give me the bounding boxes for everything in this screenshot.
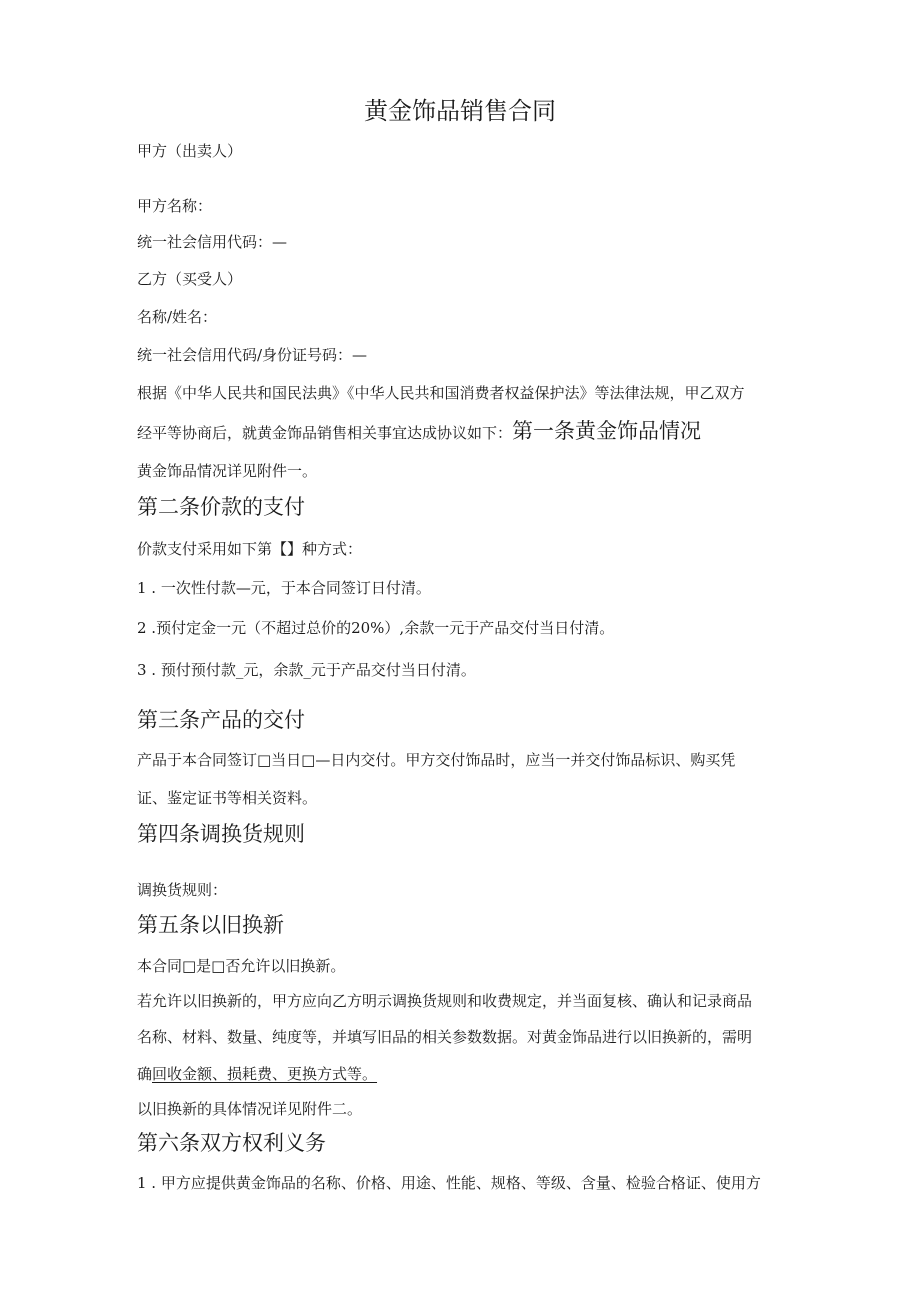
article-6-heading: 第六条双方权利义务 xyxy=(137,1131,326,1155)
article-4-text: 调换货规则： xyxy=(137,881,228,899)
article-4-heading: 第四条调换货规则 xyxy=(137,822,305,846)
article-5-line-1: 本合同□是□否允许以旧换新。 xyxy=(137,957,346,975)
payment-option-3: 3 . 预付预付款_元，余款_元于产品交付当日付清。 xyxy=(137,661,476,679)
article-5-line-4-prefix: 确 xyxy=(137,1065,153,1083)
article-5-heading: 第五条以旧换新 xyxy=(137,913,284,937)
preamble-line-2-text: 经平等协商后，就黄金饰品销售相关事宜达成协议如下： xyxy=(137,424,513,442)
party-b-heading: 乙方（买受人） xyxy=(137,270,243,288)
article-5-line-3: 名称、材料、数量、纯度等，并填写旧品的相关参数数据。对黄金饰品进行以旧换新的，需明 xyxy=(137,1028,753,1046)
preamble-line-1: 根据《中华人民共和国民法典》《中华人民共和国消费者权益保护法》等法律法规，甲乙双方 xyxy=(137,384,745,402)
party-b-name: 名称/姓名： xyxy=(137,308,218,326)
article-1-heading: 第一条黄金饰品情况 xyxy=(512,419,702,443)
article-3-line-2: 证、鉴定证书等相关资料。 xyxy=(137,789,318,807)
article-5-underlined-terms: 回收金额、损耗费、更换方式等。 xyxy=(152,1065,378,1083)
article-5-line-4 xyxy=(137,1064,377,1084)
article-1-text: 黄金饰品情况详见附件一。 xyxy=(137,462,318,480)
article-6-line-1: 1 . 甲方应提供黄金饰品的名称、价格、用途、性能、规格、等级、含量、检验合格证、使用方 xyxy=(137,1174,761,1192)
party-a-heading: 甲方（出卖人） xyxy=(137,142,243,160)
party-b-credit-code: 统一社会信用代码/身份证号码：— xyxy=(137,346,368,364)
article-5-line-2: 若允许以旧换新的，甲方应向乙方明示调换货规则和收费规定，并当面复核、确认和记录商品 xyxy=(137,992,753,1010)
party-a-name: 甲方名称： xyxy=(137,197,213,215)
article-3-line-1: 产品于本合同签订□当日□—日内交付。甲方交付饰品时，应当一并交付饰品标识、购买凭 xyxy=(137,751,736,769)
document-title: 黄金饰品销售合同 xyxy=(364,97,556,125)
payment-option-2: 2 .预付定金一元（不超过总价的20%）,余款一元于产品交付当日付清。 xyxy=(137,619,615,637)
article-2-heading: 第二条价款的支付 xyxy=(137,495,305,519)
article-5-line-5: 以旧换新的具体情况详见附件二。 xyxy=(137,1100,363,1118)
preamble-line-2 xyxy=(137,418,701,446)
article-2-intro: 价款支付采用如下第【】种方式： xyxy=(137,540,363,558)
payment-option-1: 1 . 一次性付款—元，于本合同签订日付清。 xyxy=(137,579,431,597)
party-a-credit-code: 统一社会信用代码：— xyxy=(137,233,288,251)
article-3-heading: 第三条产品的交付 xyxy=(137,708,305,732)
